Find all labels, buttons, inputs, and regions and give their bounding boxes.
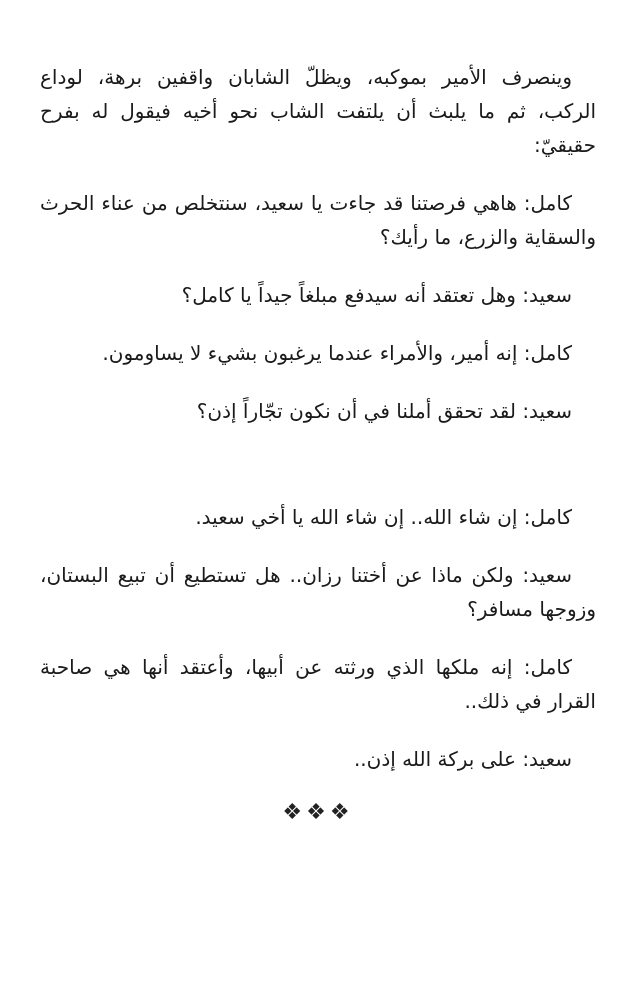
ornament-divider: ❖❖❖ bbox=[282, 800, 354, 825]
dialog-line-kamel-2: كامل: إنه أمير، والأمراء عندما يرغبون بشيء لا يساومون. bbox=[102, 341, 572, 365]
dialog-line-saeed-2: سعيد: لقد تحقق أملنا في أن نكون تجّاراً إذن؟ bbox=[196, 399, 572, 423]
section-gap bbox=[40, 452, 596, 500]
dialog-line-saeed-4: سعيد: على بركة الله إذن.. bbox=[353, 747, 572, 771]
dialog-line-kamel-4: كامل: إنه ملكها الذي ورثته عن أبيها، وأعتقد أنها هي صاحبة القرار في ذلك.. bbox=[40, 655, 596, 713]
page-body bbox=[40, 60, 596, 825]
intro-paragraph: وينصرف الأمير بموكبه، ويظلّ الشابان واقفين برهة، لوداع الركب، ثم ما يلبث أن يلتفت الشاب نحو أخيه فيقول له بفرح حقيقيّ: bbox=[40, 65, 596, 157]
dialog-line-kamel-3: كامل: إن شاء الله.. إن شاء الله يا أخي سعيد. bbox=[195, 505, 572, 529]
dialog-line-saeed-3: سعيد: ولكن ماذا عن أختنا رزان.. هل تستطيع أن تبيع البستان، وزوجها مسافر؟ bbox=[40, 563, 596, 621]
dialog-line-saeed-1: سعيد: وهل تعتقد أنه سيدفع مبلغاً جيداً يا كامل؟ bbox=[181, 283, 572, 307]
dialog-line-kamel-1: كامل: هاهي فرصتنا قد جاءت يا سعيد، سنتخلص من عناء الحرث والسقاية والزرع، ما رأيك؟ bbox=[40, 191, 596, 249]
